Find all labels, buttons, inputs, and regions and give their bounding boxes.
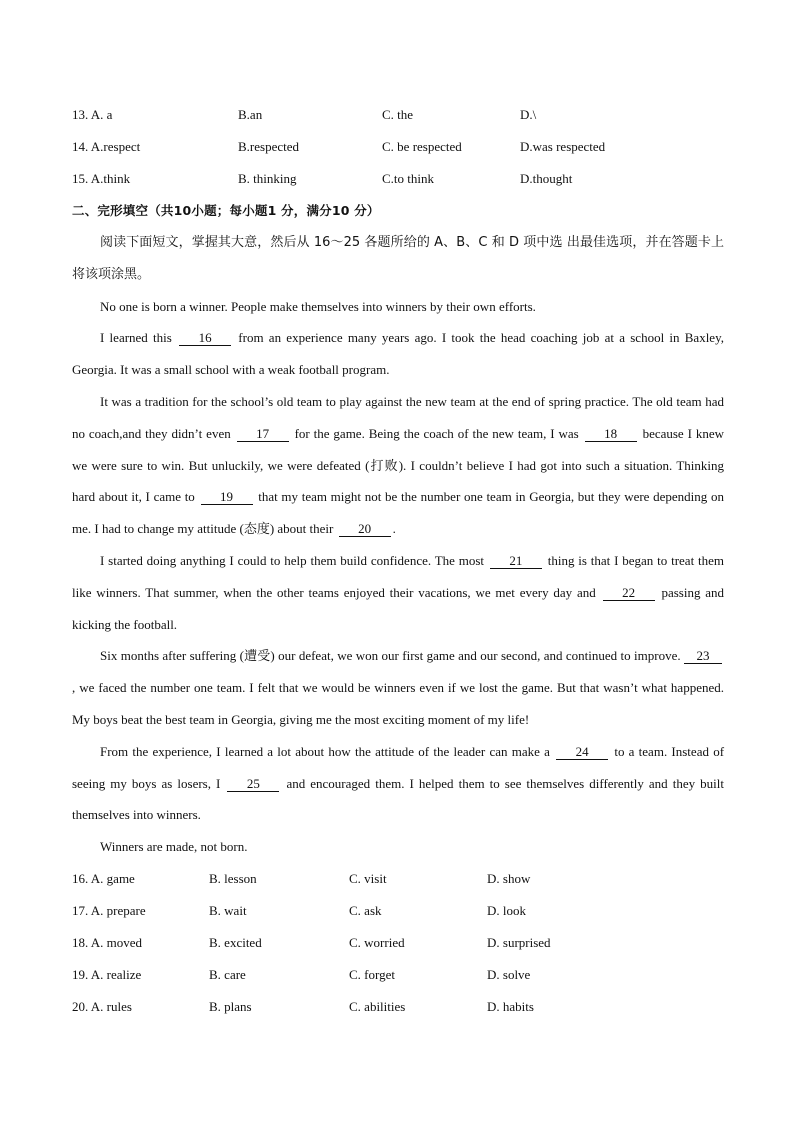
text: to a team. Instead of seeing my boys as losers, I <box>72 743 725 791</box>
text: thing is that I began to treat them like winners. That summer, when the other teams enjoyed their vacations, we met every day and <box>72 552 725 600</box>
option-b: B. thinking <box>238 171 297 186</box>
option-row-13 <box>72 99 724 131</box>
option-row-17 <box>72 895 724 927</box>
option-a: 15. A.think <box>72 171 131 186</box>
blank-16: 16 <box>179 330 231 346</box>
text: for the game. Being the coach of the new team, I was <box>294 425 579 441</box>
blank-23: 23 <box>684 648 722 664</box>
blank-25: 25 <box>227 776 279 792</box>
option-c: C. ask <box>349 902 382 918</box>
paragraph-4 <box>72 545 724 640</box>
paragraph-2 <box>72 322 724 386</box>
blank-17: 17 <box>237 426 289 442</box>
option-row-14 <box>72 131 724 163</box>
option-c: C. be respected <box>382 139 462 154</box>
blank-18: 18 <box>585 426 637 442</box>
option-a: 16. A. game <box>72 870 135 886</box>
option-d: D.was respected <box>520 139 606 154</box>
paragraph-3 <box>72 386 724 545</box>
paragraph-6 <box>72 736 724 831</box>
option-b: B. wait <box>209 902 247 918</box>
option-d: D. show <box>487 870 531 886</box>
text: passing and kicking the football. <box>72 584 725 632</box>
option-c: C.to think <box>382 171 435 186</box>
option-d: D. look <box>487 902 526 918</box>
text: It was a tradition for the school’s old team to play against the new team at the end of spring practice. The old team had no coach,and they didn’t even <box>72 393 724 441</box>
option-d: D. solve <box>487 966 531 982</box>
option-c: C. visit <box>349 870 387 886</box>
option-b: B.an <box>238 107 263 122</box>
option-b: B. excited <box>209 934 262 950</box>
option-c: C. forget <box>349 966 395 982</box>
text: Six months after suffering (遭受) our defeat, we won our first game and our second, and continued to improve. <box>100 648 681 664</box>
paragraph-7: Winners are made, not born. <box>100 839 248 855</box>
paragraph-1: No one is born a winner. People make themselves into winners by their own efforts. <box>100 298 536 314</box>
option-b: B.respected <box>238 139 300 154</box>
text: , we faced the number one team. I felt that we would be winners even if we lost the game. But that wasn’t what happened. My boys beat the best team in Georgia, giving me the most exciting moment of my life! <box>72 680 724 727</box>
blank-22: 22 <box>603 585 655 601</box>
top-options <box>72 99 724 195</box>
option-row-15 <box>72 163 724 195</box>
document-page <box>72 99 724 1023</box>
paragraph-5 <box>72 640 724 735</box>
text: From the experience, I learned a lot about how the attitude of the leader can make a <box>100 743 550 759</box>
option-d: D. surprised <box>487 934 551 950</box>
option-b: B. lesson <box>209 870 257 886</box>
option-row-20 <box>72 991 724 1023</box>
bottom-options <box>72 863 724 1023</box>
option-c: C. the <box>382 107 414 122</box>
option-a: 17. A. prepare <box>72 902 146 918</box>
blank-21: 21 <box>490 553 542 569</box>
blank-20: 20 <box>339 521 391 537</box>
option-a: 14. A.respect <box>72 139 141 154</box>
option-row-16 <box>72 863 724 895</box>
option-a: 18. A. moved <box>72 934 143 950</box>
text: I started doing anything I could to help them build confidence. The most <box>100 552 485 568</box>
option-a: 20. A. rules <box>72 998 132 1014</box>
option-b: B. plans <box>209 998 252 1014</box>
blank-24: 24 <box>556 744 608 760</box>
text: from an experience many years ago. I took the head coaching job at a school in Baxley, Georgia. It was a small school with a weak football program. <box>72 330 724 378</box>
option-b: B. care <box>209 966 246 982</box>
instructions: 阅读下面短文，掌握其大意，然后从 16～25 各题所给的 A、B、C 和 D 项中选 出最佳选项，并在答题卡上将该项涂黑。 <box>72 235 724 282</box>
option-d: D. habits <box>487 998 534 1014</box>
option-row-19 <box>72 959 724 991</box>
blank-19: 19 <box>201 489 253 505</box>
option-d: D.thought <box>520 171 573 186</box>
text: that my team might not be the number one team in Georgia, but they were depending on me. I had to change my attitude (态度) about their <box>72 489 724 537</box>
text: . <box>392 521 396 537</box>
text: because I knew we were sure to win. But unluckily, we were defeated (打败). I couldn’t believe I had got into such a situation. Thinking hard about it, I came to <box>72 425 725 505</box>
text: and encouraged them. I helped them to see themselves differently and they built themselves into winners. <box>72 775 724 823</box>
option-c: C. abilities <box>349 998 406 1014</box>
option-d: D.\ <box>520 107 537 122</box>
option-c: C. worried <box>349 934 405 950</box>
option-a: 13. A. a <box>72 107 113 122</box>
option-row-18 <box>72 927 724 959</box>
text: I learned this <box>100 330 172 346</box>
section-title: 二、完形填空（共10小题；每小题1 分，满分10 分） <box>72 203 380 218</box>
option-a: 19. A. realize <box>72 966 142 982</box>
